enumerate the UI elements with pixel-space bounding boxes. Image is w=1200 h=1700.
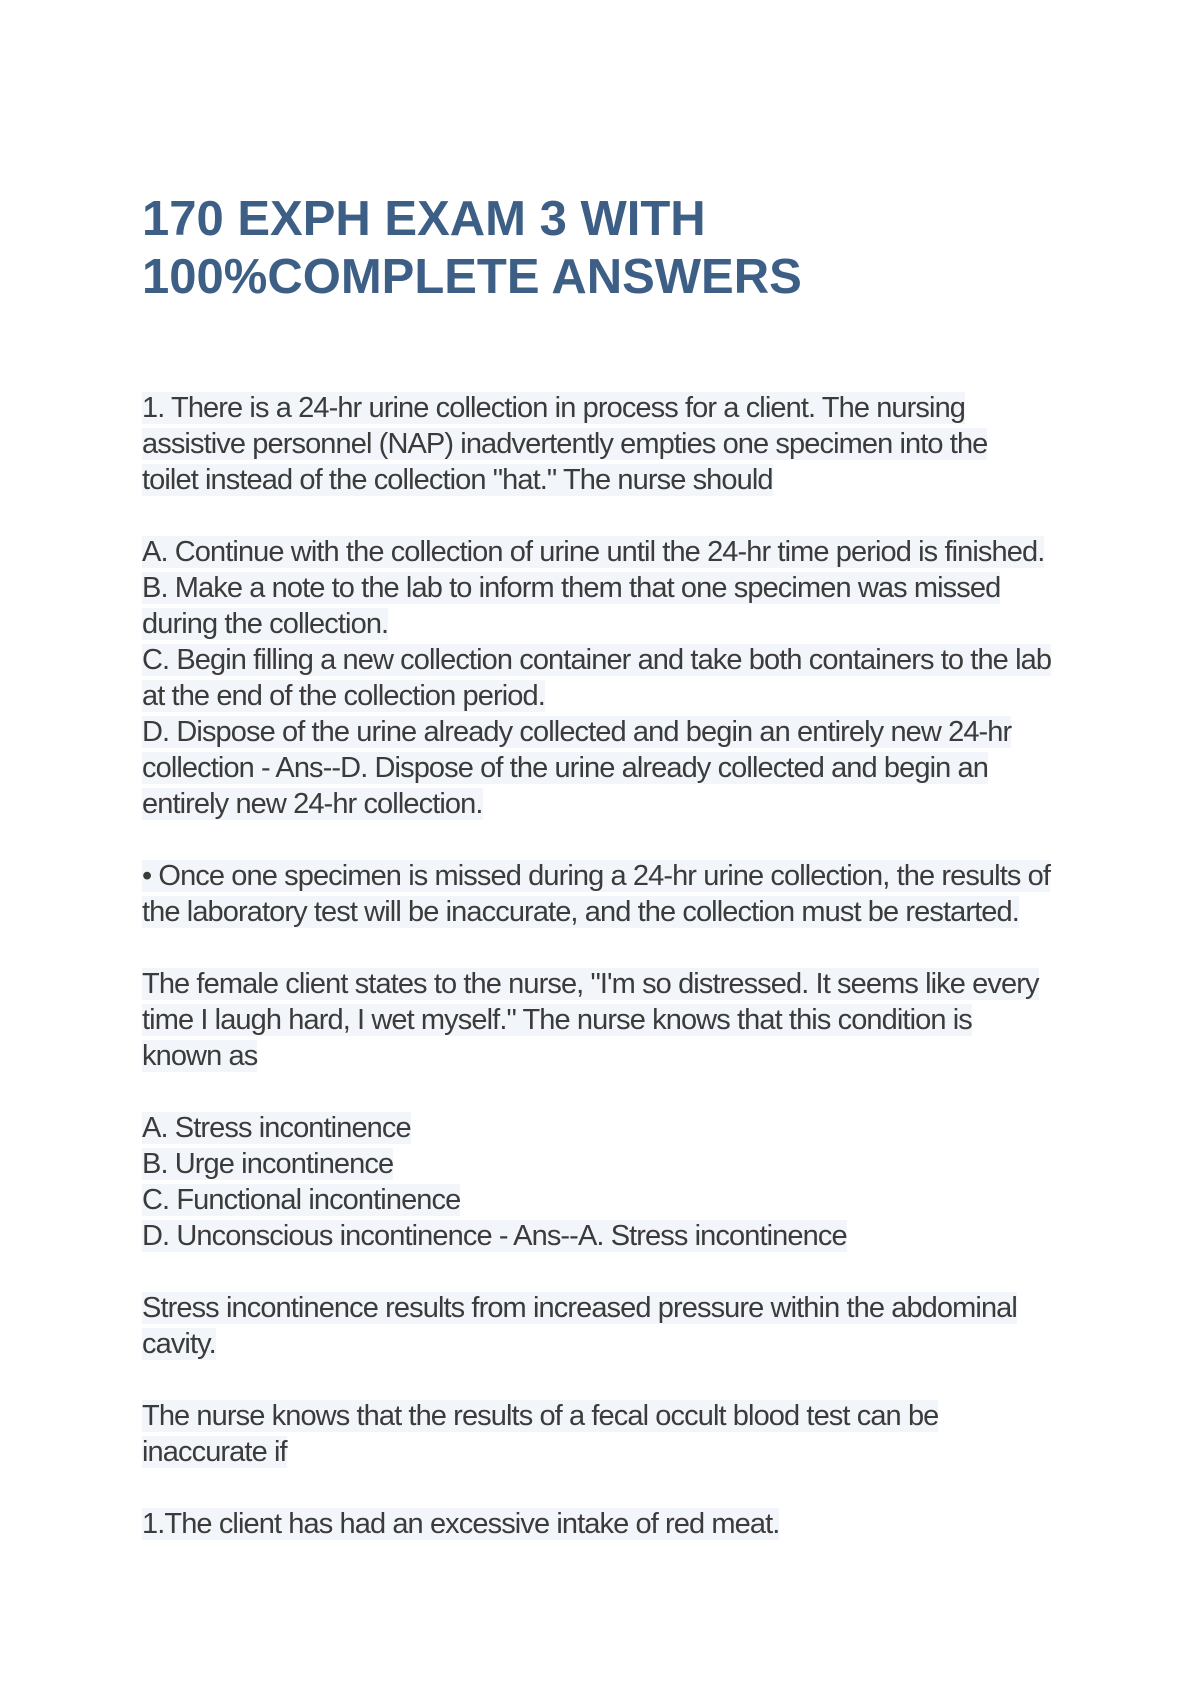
text-line: assistive personnel (NAP) inadvertently empties one specimen into the — [142, 428, 988, 460]
option-line: during the collection. — [142, 608, 389, 640]
text-line: 1. There is a 24-hr urine collection in process for a client. The nursing — [142, 392, 966, 424]
question-1-rationale — [142, 858, 1082, 930]
option-line: B. Make a note to the lab to inform them that one specimen was missed — [142, 572, 1001, 604]
question-1-options — [142, 534, 1082, 822]
question-2-rationale — [142, 1290, 1082, 1362]
option-line: A. Stress incontinence — [142, 1112, 411, 1144]
text-line: known as — [142, 1040, 258, 1072]
option-line: D. Dispose of the urine already collected and begin an entirely new 24-hr — [142, 716, 1012, 748]
title-line: 100%COMPLETE ANSWERS — [142, 250, 802, 304]
option-line: D. Unconscious incontinence - Ans--A. Stress incontinence — [142, 1220, 847, 1252]
option-line: 1.The client has had an excessive intake of red meat. — [142, 1508, 780, 1540]
option-line: A. Continue with the collection of urine until the 24-hr time period is finished. — [142, 536, 1045, 568]
text-line: inaccurate if — [142, 1436, 287, 1468]
text-line: The nurse knows that the results of a fecal occult blood test can be — [142, 1400, 939, 1432]
option-line: B. Urge incontinence — [142, 1148, 394, 1180]
question-2-stem — [142, 966, 1082, 1074]
question-3-stem — [142, 1398, 1082, 1470]
text-line: • Once one specimen is missed during a 24-hr urine collection, the results of — [142, 860, 1051, 892]
question-3-options — [142, 1506, 1082, 1542]
document-body — [142, 390, 1082, 1542]
question-1-stem — [142, 390, 1082, 498]
option-line: C. Begin filling a new collection container and take both containers to the lab — [142, 644, 1052, 676]
text-line: toilet instead of the collection "hat." The nurse should — [142, 464, 773, 496]
option-line: entirely new 24-hr collection. — [142, 788, 483, 820]
document-page — [142, 190, 1082, 1578]
question-2-options — [142, 1110, 1082, 1254]
text-line: Stress incontinence results from increased pressure within the abdominal — [142, 1292, 1017, 1324]
title-line: 170 EXPH EXAM 3 WITH — [142, 192, 706, 246]
text-line: The female client states to the nurse, "I'm so distressed. It seems like every — [142, 968, 1039, 1000]
option-line: C. Functional incontinence — [142, 1184, 461, 1216]
option-line: collection - Ans--D. Dispose of the urine already collected and begin an — [142, 752, 988, 784]
text-line: cavity. — [142, 1328, 216, 1360]
document-title — [142, 190, 1082, 306]
text-line: time I laugh hard, I wet myself." The nurse knows that this condition is — [142, 1004, 972, 1036]
option-line: at the end of the collection period. — [142, 680, 545, 712]
text-line: the laboratory test will be inaccurate, and the collection must be restarted. — [142, 896, 1019, 928]
